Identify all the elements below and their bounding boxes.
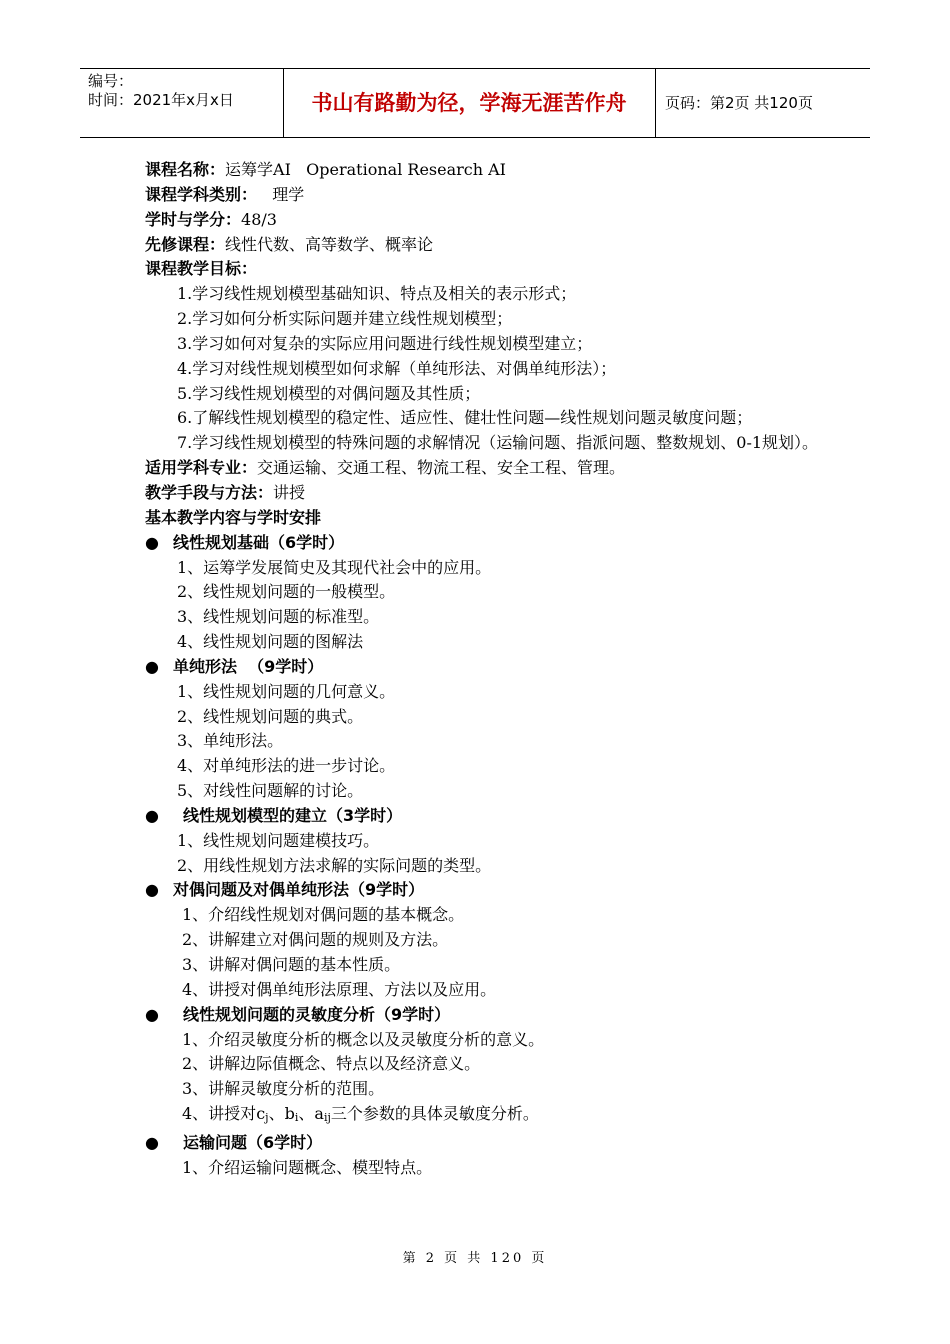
document-number-label: 编号： <box>88 72 134 90</box>
list-item: 3、单纯形法。 <box>177 731 284 751</box>
bullet-icon: ● <box>145 1132 159 1152</box>
header-meta <box>88 72 234 110</box>
course-prerequisites-label: 先修课程： <box>145 234 226 254</box>
item-text: 4、讲授对 <box>182 1104 257 1124</box>
page-header <box>80 68 870 138</box>
course-prerequisites-value: 线性代数、高等数学、概率论 <box>225 234 434 254</box>
bullet-icon: ● <box>145 880 159 900</box>
list-item: 2、线性规划问题的典式。 <box>177 706 364 726</box>
list-item: 2、用线性规划方法求解的实际问题的类型。 <box>177 855 492 875</box>
list-item: 5、对线性问题解的讨论。 <box>177 781 364 801</box>
list-item: 3、讲解对偶问题的基本性质。 <box>182 955 401 974</box>
bullet-icon: ● <box>145 805 159 825</box>
goal-item: 1.学习线性规划模型基础知识、特点及相关的表示形式； <box>177 284 577 304</box>
separator: 、 <box>268 1104 285 1124</box>
goal-item: 6.了解线性规划模型的稳定性、适应性、健壮性问题—线性规划问题灵敏度问题； <box>177 408 753 428</box>
course-name <box>145 158 825 183</box>
document-date-label: 时间：2021年x月x日 <box>88 91 234 109</box>
list-item: 4、对单纯形法的进一步讨论。 <box>177 756 396 776</box>
bullet-icon: ● <box>145 656 159 676</box>
course-category <box>145 183 825 208</box>
goal-item: 5.学习线性规划模型的对偶问题及其性质； <box>177 383 481 403</box>
section-title: 对偶问题及对偶单纯形法（9学时） <box>173 880 425 900</box>
param-c-subscript: j <box>265 1111 269 1125</box>
list-item: 3、线性规划问题的标准型。 <box>177 607 380 627</box>
applicable-majors <box>145 456 825 481</box>
content-title: 基本教学内容与学时安排 <box>145 507 322 527</box>
list-item: 2、讲解边际值概念、特点以及经济意义。 <box>182 1054 481 1074</box>
document-body <box>145 158 825 1181</box>
course-category-value: 理学 <box>257 184 305 204</box>
course-name-value: 运筹学AI Operational Research AⅠ <box>225 160 507 179</box>
course-hours-label: 学时与学分： <box>145 209 242 229</box>
bullet-icon: ● <box>145 1004 159 1024</box>
course-category-label: 课程学科类别： <box>145 184 258 204</box>
applicable-majors-value: 交通运输、交通工程、物流工程、安全工程、管理。 <box>257 458 626 478</box>
course-prerequisites <box>145 233 825 258</box>
param-a-subscript: ij <box>323 1111 331 1125</box>
section-heading <box>145 655 825 680</box>
section-heading <box>145 878 825 903</box>
section-title: 单纯形法 （9学时） <box>173 656 324 676</box>
course-hours <box>145 208 825 233</box>
list-item: 1、线性规划问题的几何意义。 <box>177 681 396 701</box>
param-b-subscript: i <box>294 1111 299 1125</box>
param-a: a <box>314 1104 324 1124</box>
course-goals-label: 课程教学目标： <box>145 259 258 279</box>
bullet-icon: ● <box>145 532 159 552</box>
list-item <box>145 1102 825 1131</box>
list-item: 1、介绍灵敏度分析的概念以及灵敏度分析的意义。 <box>182 1029 545 1049</box>
list-item: 4、讲授对偶单纯形法原理、方法以及应用。 <box>182 979 497 999</box>
param-c: c <box>256 1104 266 1124</box>
header-motto: 书山有路勤为径，学海无涯苦作舟 <box>311 91 627 115</box>
teaching-methods <box>145 481 825 506</box>
list-item: 3、讲解灵敏度分析的范围。 <box>182 1079 385 1099</box>
page-footer: 第 2 页 共 120 页 <box>402 1251 548 1266</box>
section-heading <box>145 1131 825 1156</box>
teaching-methods-value: 讲授 <box>273 482 306 502</box>
goal-item: 3.学习如何对复杂的实际应用问题进行线性规划模型建立； <box>177 333 593 353</box>
header-divider <box>655 69 656 137</box>
list-item: 2、线性规划问题的一般模型。 <box>177 582 396 602</box>
list-item: 4、线性规划问题的图解法 <box>177 632 364 652</box>
goal-item: 7.学习线性规划模型的特殊问题的求解情况（运输问题、指派问题、整数规划、0-1规划）。 <box>177 433 819 453</box>
list-item: 1、运筹学发展简史及其现代社会中的应用。 <box>177 557 492 577</box>
goal-item: 2.学习如何分析实际问题并建立线性规划模型； <box>177 309 513 329</box>
param-b: b <box>284 1104 295 1124</box>
list-item: 1、介绍线性规划对偶问题的基本概念。 <box>182 905 465 925</box>
applicable-majors-label: 适用学科专业： <box>145 458 258 478</box>
section-heading <box>145 804 825 829</box>
item-text: 三个参数的具体灵敏度分析。 <box>330 1104 539 1124</box>
list-item: 2、讲解建立对偶问题的规则及方法。 <box>182 930 449 950</box>
course-hours-value: 48/3 <box>241 209 277 229</box>
section-title: 线性规划基础（6学时） <box>173 532 345 552</box>
course-name-label: 课程名称： <box>145 160 226 179</box>
header-page-number: 页码：第2页 共120页 <box>665 94 813 112</box>
goal-item: 4.学习对线性规划模型如何求解（单纯形法、对偶单纯形法）； <box>177 358 617 378</box>
section-title: 线性规划问题的灵敏度分析（9学时） <box>183 1004 451 1024</box>
section-title: 运输问题（6学时） <box>183 1132 323 1152</box>
section-title: 线性规划模型的建立（3学时） <box>183 805 403 825</box>
list-item: 1、线性规划问题建模技巧。 <box>177 830 380 850</box>
section-heading <box>145 1003 825 1028</box>
section-heading <box>145 531 825 556</box>
list-item: 1、介绍运输问题概念、模型特点。 <box>182 1157 433 1177</box>
separator: 、 <box>298 1104 315 1124</box>
teaching-methods-label: 教学手段与方法： <box>145 482 274 502</box>
